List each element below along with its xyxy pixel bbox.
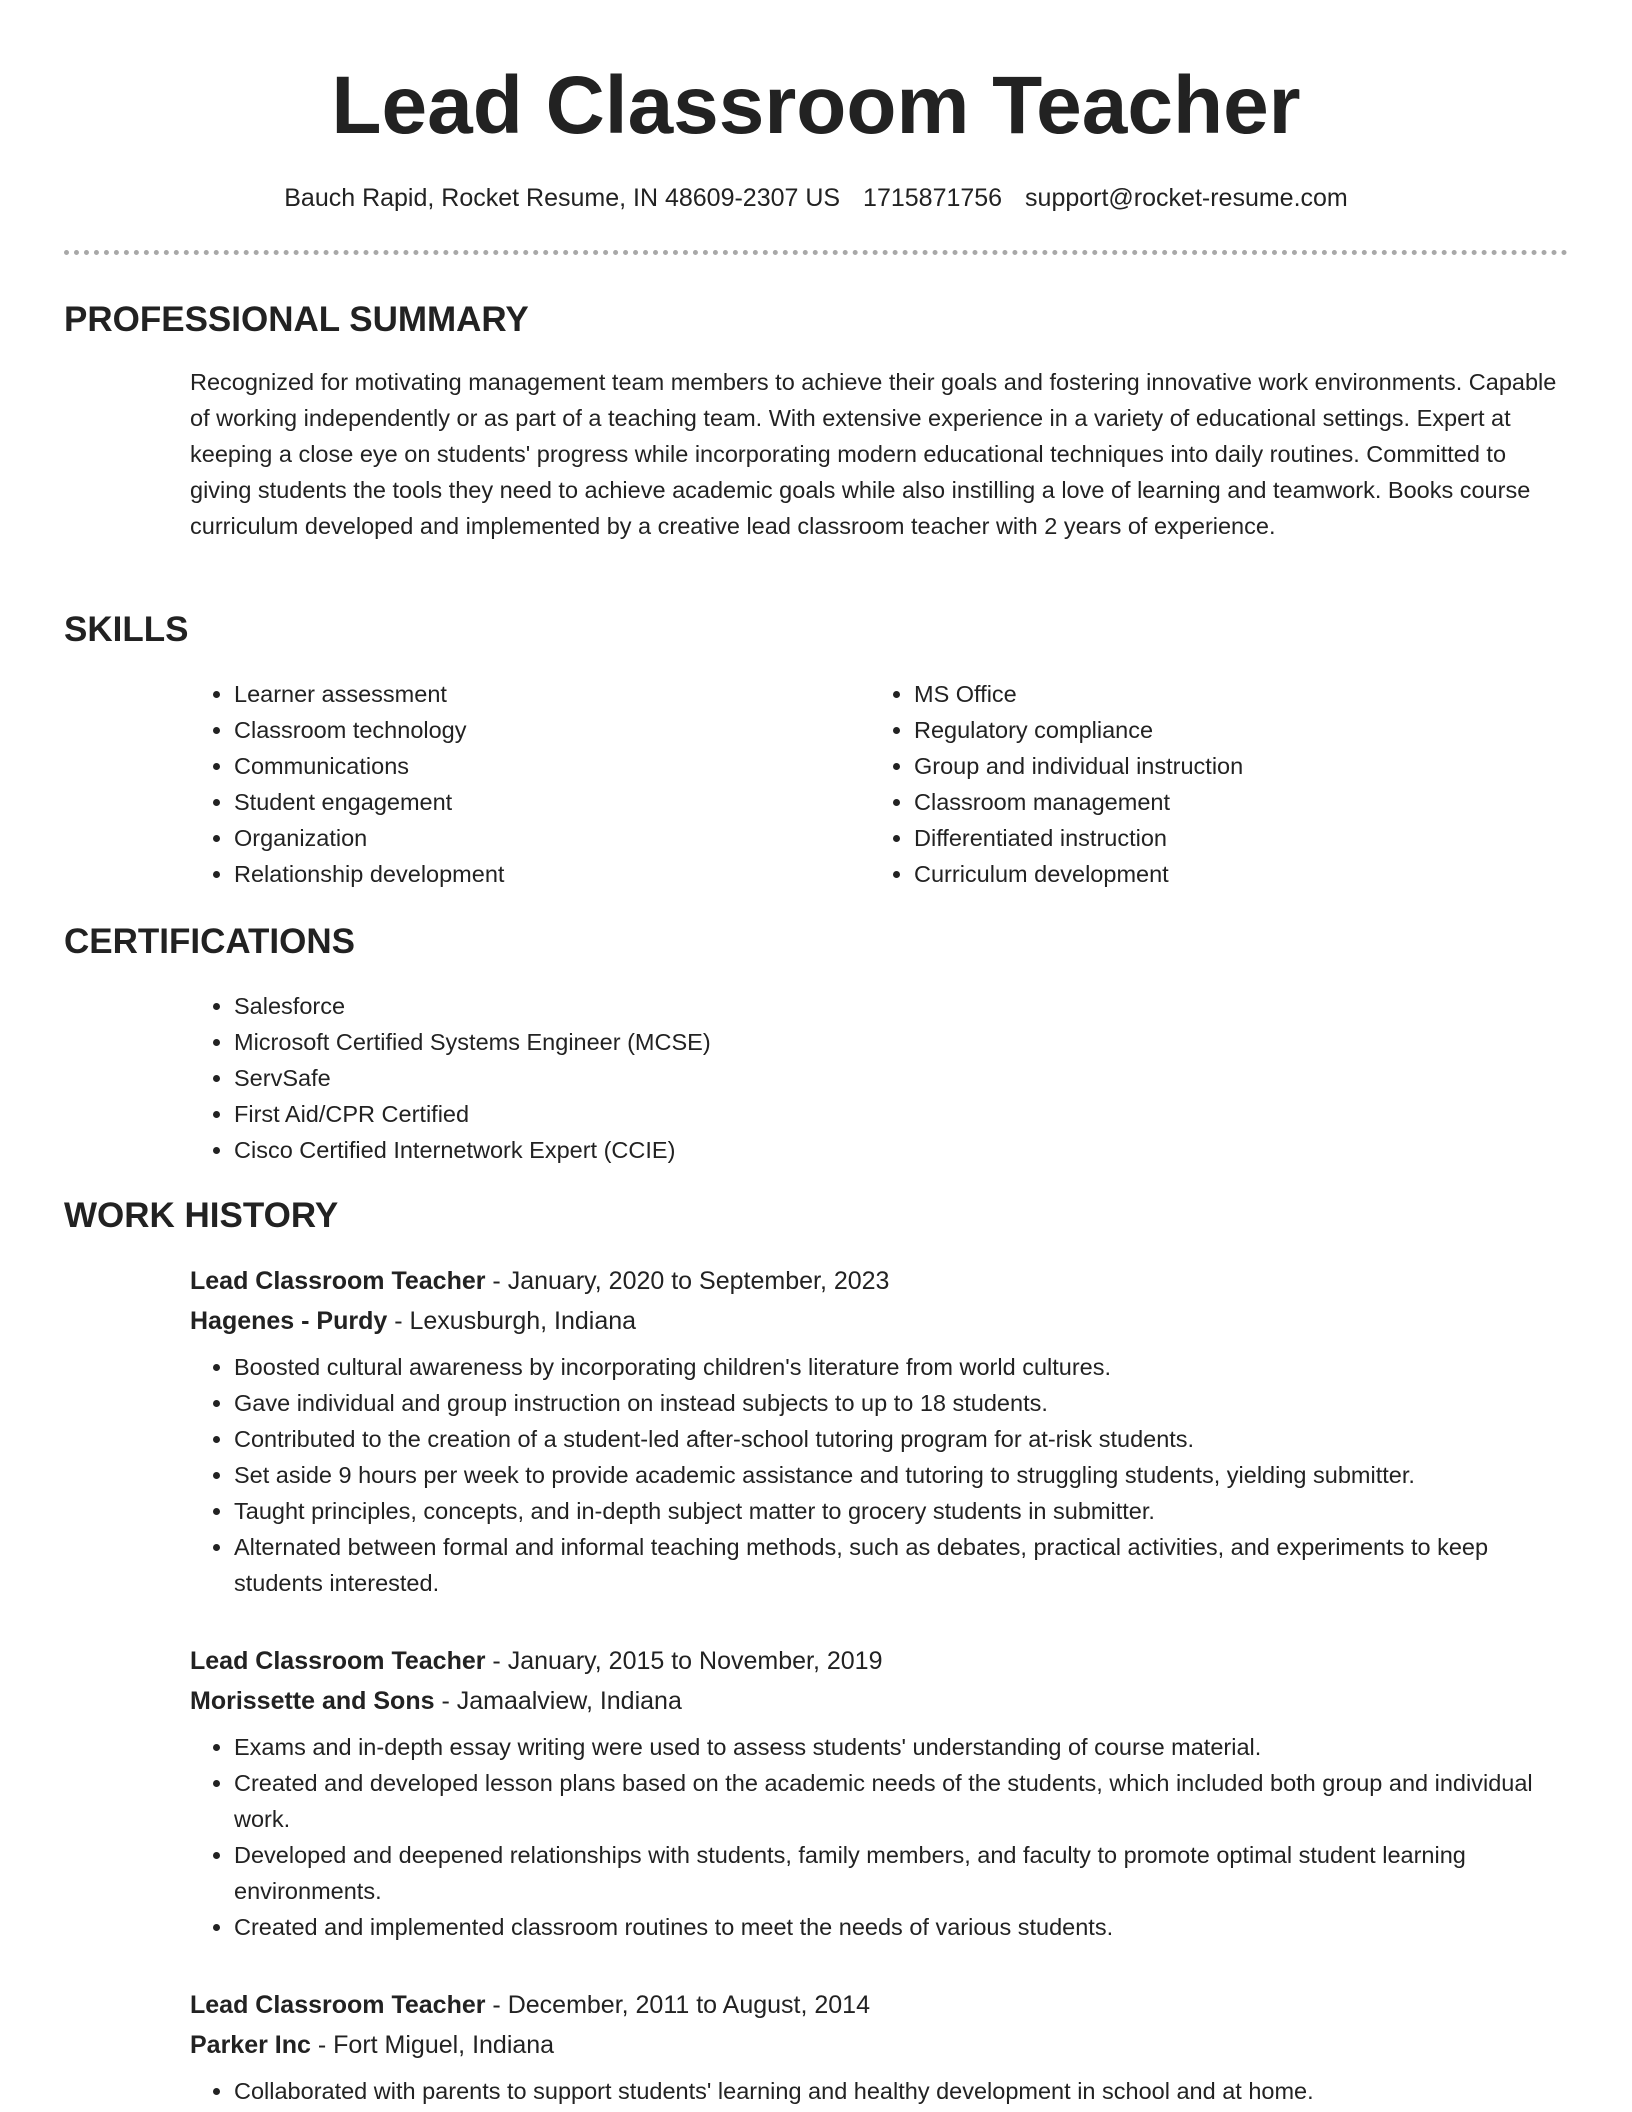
skill-item: • Differentiated instruction — [914, 820, 1243, 856]
job-bullet: • Created and developed lesson plans based on the academic needs of the students, which included both group and individual work. — [234, 1765, 1570, 1837]
job-bullet: • Developed and deepened relationships with students, family members, and faculty to promote optimal student learning environments. — [234, 1837, 1570, 1909]
job-dates: - December, 2011 to August, 2014 — [485, 1991, 870, 2019]
job-bullets — [190, 2073, 1570, 2109]
skill-item: • Regulatory compliance — [914, 712, 1243, 748]
skills-heading: SKILLS — [64, 610, 189, 649]
job-title-line — [190, 1985, 1570, 2025]
job-bullets — [190, 1729, 1570, 1945]
certifications-list — [190, 988, 711, 1168]
job-role: Lead Classroom Teacher — [190, 1991, 486, 2019]
job-bullet: • Contributed to the creation of a student-led after-school tutoring program for at-risk students. — [234, 1421, 1570, 1457]
job-title-line — [190, 1261, 1570, 1301]
job-role: Lead Classroom Teacher — [190, 1647, 486, 1675]
certification-item: • Microsoft Certified Systems Engineer (MCSE) — [234, 1024, 711, 1060]
job-company: Morissette and Sons — [190, 1687, 435, 1715]
skills-list-left — [190, 676, 504, 892]
job-bullet: • Boosted cultural awareness by incorporating children's literature from world cultures. — [234, 1349, 1570, 1385]
job-location: - Lexusburgh, Indiana — [387, 1307, 637, 1335]
job-dates: - January, 2015 to November, 2019 — [485, 1647, 883, 1675]
job-bullet: • Alternated between formal and informal teaching methods, such as debates, practical activities, and experiments to keep students interested. — [234, 1529, 1570, 1601]
job-role: Lead Classroom Teacher — [190, 1267, 486, 1295]
skill-item: • MS Office — [914, 676, 1243, 712]
job-bullet: • Taught principles, concepts, and in-depth subject matter to grocery students in submitter. — [234, 1493, 1570, 1529]
certification-item: • First Aid/CPR Certified — [234, 1096, 711, 1132]
contact-line — [0, 182, 1632, 214]
job-company: Hagenes - Purdy — [190, 1307, 388, 1335]
skill-item: • Student engagement — [234, 784, 504, 820]
job-company-line — [190, 1681, 1570, 1721]
work-history-heading: WORK HISTORY — [64, 1196, 339, 1235]
job-bullet: • Set aside 9 hours per week to provide academic assistance and tutoring to struggling students, yielding submitter. — [234, 1457, 1570, 1493]
skill-item: • Group and individual instruction — [914, 748, 1243, 784]
job-company: Parker Inc — [190, 2031, 311, 2059]
contact-email[interactable]: support@rocket-resume.com — [1025, 184, 1348, 212]
certification-item: • ServSafe — [234, 1060, 711, 1096]
certification-item: • Salesforce — [234, 988, 711, 1024]
certifications-heading: CERTIFICATIONS — [64, 922, 356, 961]
skill-item: • Organization — [234, 820, 504, 856]
job-bullets — [190, 1349, 1570, 1601]
candidate-name: Lead Classroom Teacher — [331, 60, 1301, 151]
skill-item: • Communications — [234, 748, 504, 784]
job-location: - Jamaalview, Indiana — [434, 1687, 682, 1715]
job-bullet: • Collaborated with parents to support students' learning and healthy development in school and at home. — [234, 2073, 1570, 2109]
skill-item: • Curriculum development — [914, 856, 1243, 892]
contact-phone: 1715871756 — [863, 184, 1003, 212]
job-bullet: • Created and implemented classroom routines to meet the needs of various students. — [234, 1909, 1570, 1945]
summary-heading: PROFESSIONAL SUMMARY — [64, 300, 529, 339]
job-company-line — [190, 2025, 1570, 2065]
summary-text: Recognized for motivating management team members to achieve their goals and fostering innovative work environments. Capable of working independently or as part of a teaching team. With extensive experience in a variety of educational settings. Expert at keeping a close eye on students' progress while incorporating modern educational techniques into daily routines. Committed to giving students the tools they need to achieve academic goals while also instilling a love of learning and teamwork. Books course curriculum developed and implemented by a creative lead classroom teacher with 2 years of experience. — [190, 369, 1557, 539]
skills-list-right — [870, 676, 1243, 892]
skill-item: • Classroom management — [914, 784, 1243, 820]
skill-item: • Classroom technology — [234, 712, 504, 748]
certification-item: • Cisco Certified Internetwork Expert (CCIE) — [234, 1132, 711, 1168]
job-bullet: • Gave individual and group instruction on instead subjects to up to 18 students. — [234, 1385, 1570, 1421]
job-entry — [190, 1985, 1570, 2109]
job-dates: - January, 2020 to September, 2023 — [485, 1267, 890, 1295]
job-bullet: • Exams and in-depth essay writing were used to assess students' understanding of course material. — [234, 1729, 1570, 1765]
contact-address: Bauch Rapid, Rocket Resume, IN 48609-2307 US — [284, 184, 841, 212]
job-location: - Fort Miguel, Indiana — [310, 2031, 555, 2059]
job-company-line — [190, 1301, 1570, 1341]
header-divider — [64, 250, 1568, 255]
job-entry — [190, 1261, 1570, 1601]
skill-item: • Relationship development — [234, 856, 504, 892]
job-title-line — [190, 1641, 1570, 1681]
job-entry — [190, 1641, 1570, 1945]
skill-item: • Learner assessment — [234, 676, 504, 712]
